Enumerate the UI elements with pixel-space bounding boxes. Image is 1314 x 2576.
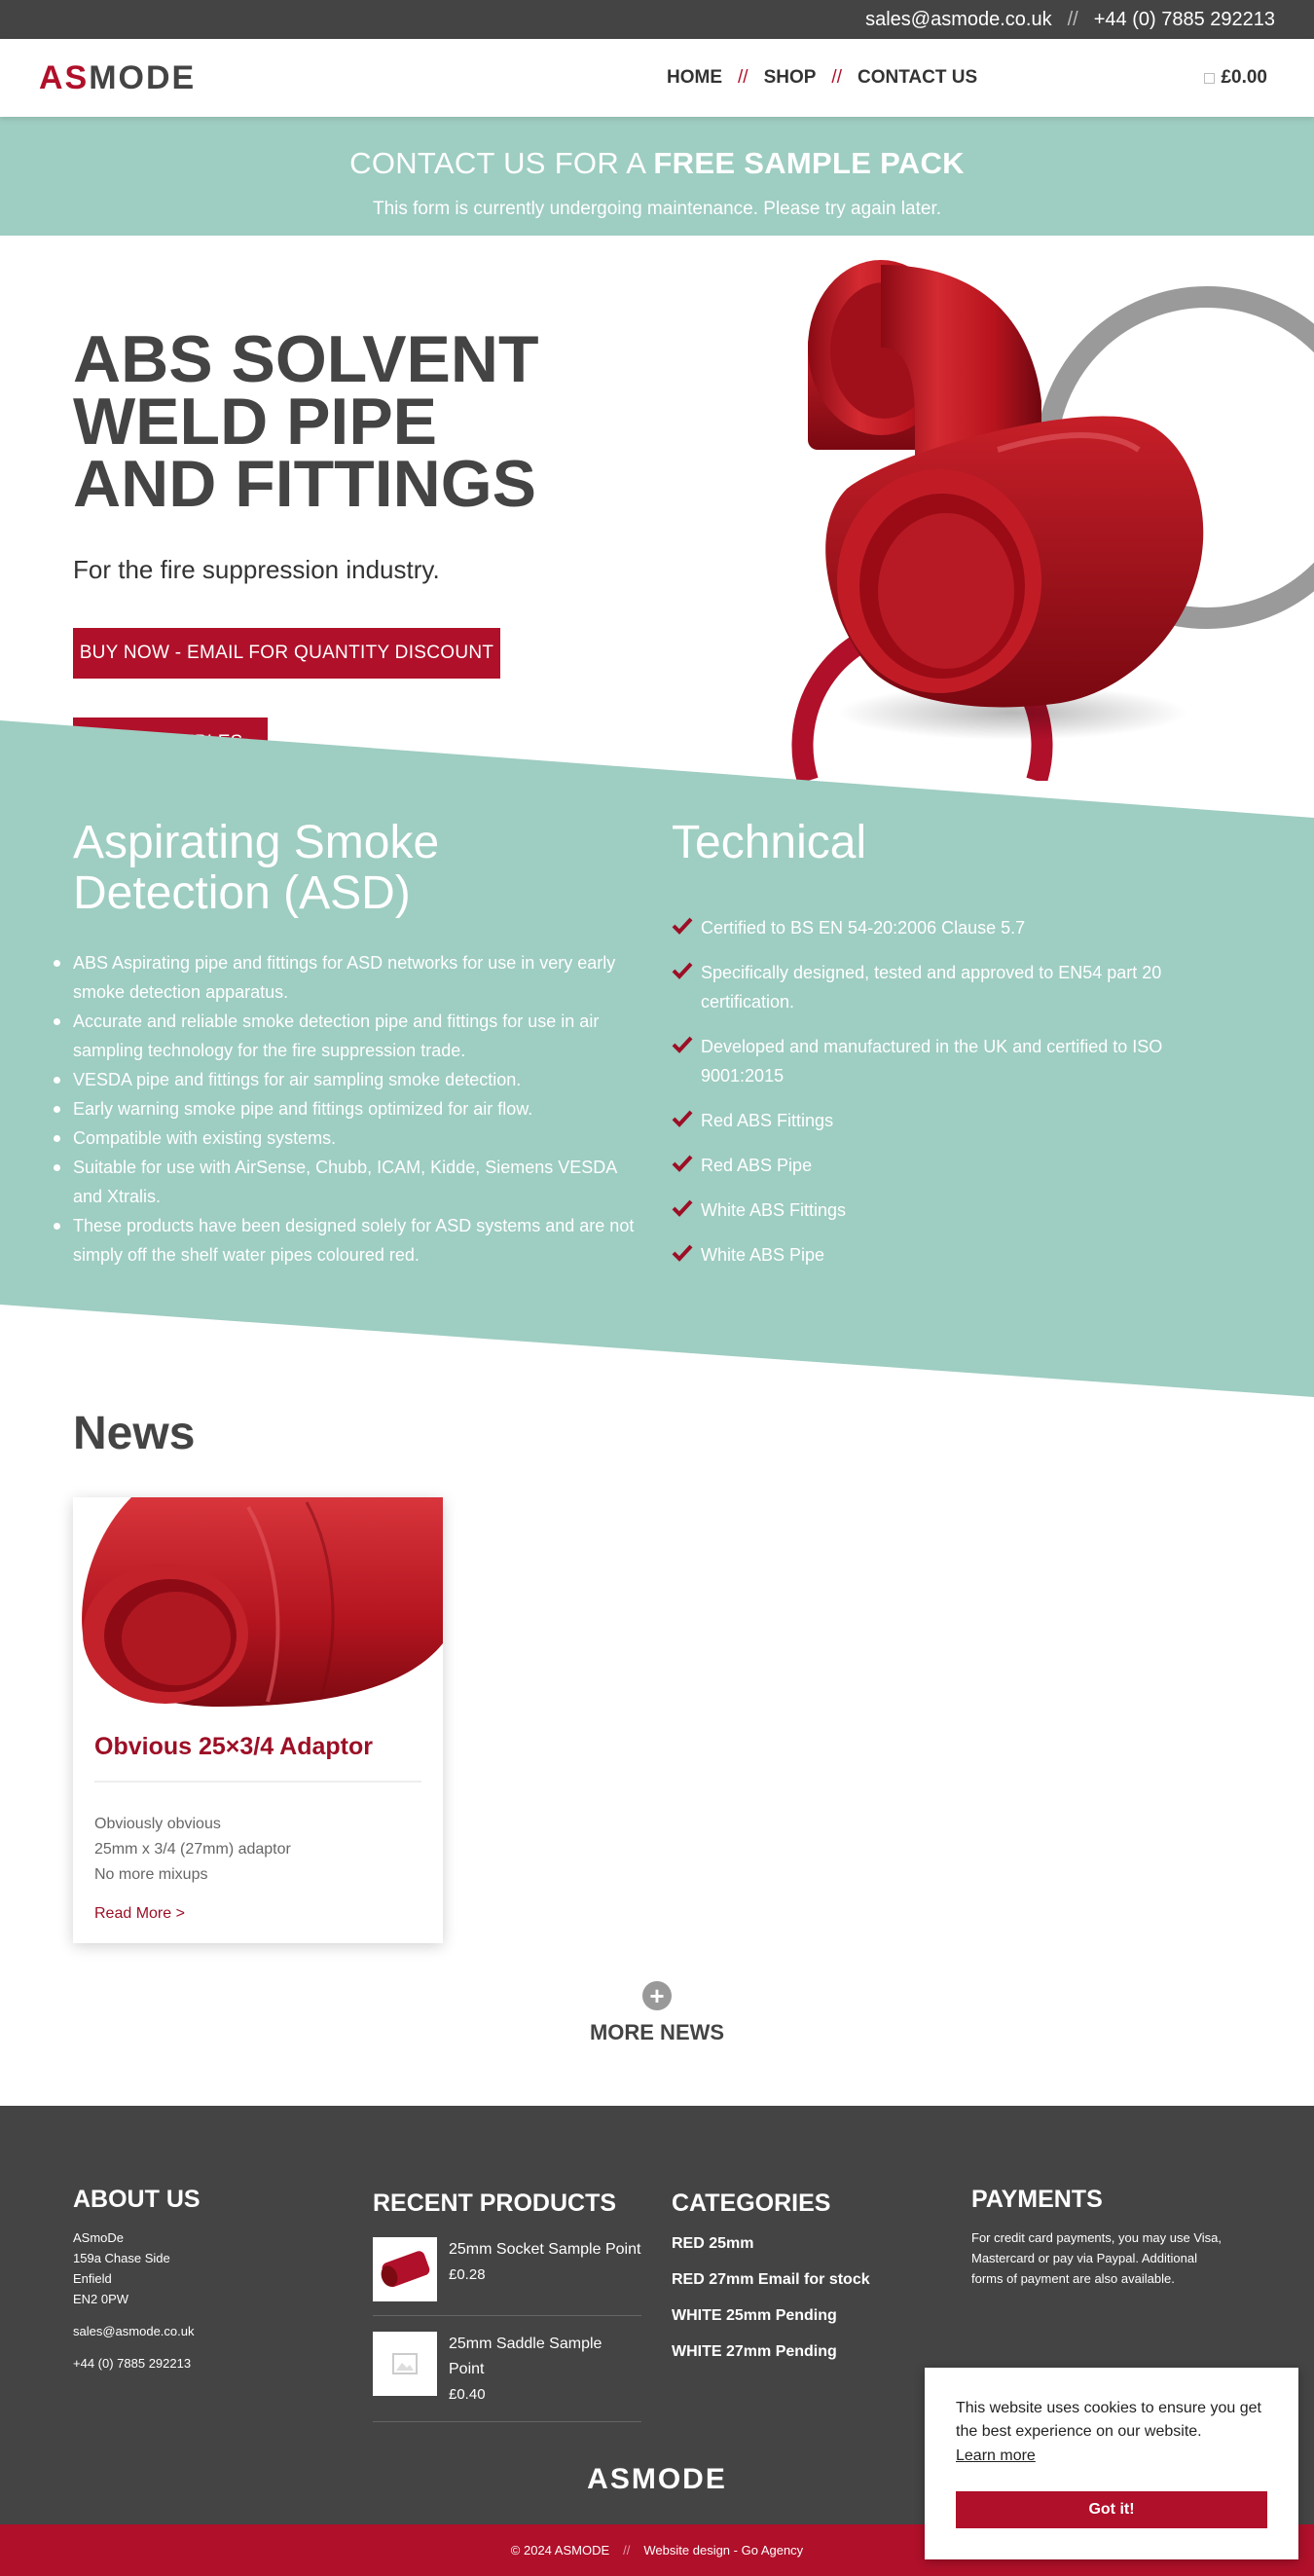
news-card-line: Obviously obvious bbox=[94, 1816, 221, 1832]
recent-product-item[interactable] bbox=[373, 2235, 641, 2316]
hero-title bbox=[73, 322, 618, 521]
copyright-text: © 2024 ASMODE bbox=[510, 2543, 610, 2558]
company-name: ASmoDe bbox=[73, 2230, 125, 2245]
top-contact-bar bbox=[0, 0, 1314, 39]
category-link[interactable]: RED 27mm Email for stock bbox=[672, 2271, 870, 2288]
news-heading: News bbox=[73, 1408, 196, 1459]
asd-list-item: Accurate and reliable smoke detection pipe and fittings for use in air sampling technology for the fire suppression trade. bbox=[73, 1007, 647, 1065]
recent-product-name[interactable]: 25mm Socket Sample Point bbox=[449, 2241, 641, 2258]
cart-link[interactable] bbox=[1204, 67, 1267, 89]
category-link[interactable]: WHITE 25mm Pending bbox=[672, 2307, 837, 2324]
site-header bbox=[0, 39, 1314, 117]
cookie-accept-button[interactable]: Got it! bbox=[956, 2491, 1267, 2528]
hero-section bbox=[0, 236, 1314, 781]
read-more-link[interactable]: Read More > bbox=[94, 1905, 185, 1922]
more-news-button[interactable] bbox=[0, 1981, 1314, 2045]
top-separator: // bbox=[1067, 8, 1078, 30]
more-news-label: MORE NEWS bbox=[589, 2020, 725, 2044]
news-card-line: 25mm x 3/4 (27mm) adaptor bbox=[94, 1841, 291, 1858]
technical-list-item bbox=[672, 958, 1217, 1016]
technical-item-text: Red ABS Fittings bbox=[701, 1111, 834, 1130]
category-link[interactable]: WHITE 27mm Pending bbox=[672, 2343, 837, 2360]
copyright-separator: // bbox=[623, 2543, 631, 2558]
top-phone-link[interactable]: +44 (0) 7885 292213 bbox=[1093, 8, 1275, 30]
footer-logo[interactable]: ASMODE bbox=[587, 2463, 727, 2495]
asd-heading: Aspirating Smoke Detection (ASD) bbox=[73, 817, 440, 919]
nav-separator: // bbox=[738, 67, 748, 88]
news-card-image[interactable] bbox=[73, 1497, 443, 1710]
buy-now-button[interactable]: BUY NOW - EMAIL FOR QUANTITY DISCOUNT bbox=[73, 628, 500, 679]
technical-item-text: Developed and manufactured in the UK and certified to ISO 9001:2015 bbox=[701, 1037, 1163, 1086]
postcode: EN2 0PW bbox=[73, 2292, 129, 2306]
news-card-title[interactable]: Obvious 25×3/4 Adaptor bbox=[94, 1733, 421, 1783]
asd-list-item: Early warning smoke pipe and fittings optimized for air flow. bbox=[73, 1094, 647, 1123]
nav-shop[interactable]: SHOP bbox=[763, 67, 817, 88]
asd-list-item: ABS Aspirating pipe and fittings for ASD networks for use in very early smoke detection apparatus. bbox=[73, 948, 647, 1007]
top-email-link[interactable]: sales@asmode.co.uk bbox=[865, 8, 1052, 30]
asd-list-item: VESDA pipe and fittings for air sampling smoke detection. bbox=[73, 1065, 647, 1094]
technical-list-item bbox=[672, 1106, 1217, 1135]
check-icon bbox=[672, 1199, 693, 1217]
technical-heading: Technical bbox=[672, 817, 867, 868]
banner-maintenance-notice: This form is currently undergoing maintenance. Please try again later. bbox=[372, 199, 942, 219]
news-card[interactable] bbox=[73, 1497, 443, 1943]
cookie-message: This website uses cookies to ensure you get the best experience on our website. bbox=[956, 2400, 1261, 2440]
product-info-section bbox=[0, 720, 1314, 1402]
technical-item-text: Certified to BS EN 54-20:2006 Clause 5.7 bbox=[701, 918, 1026, 938]
check-icon bbox=[672, 962, 693, 979]
logo-red-part: AS bbox=[39, 58, 90, 96]
asd-list bbox=[73, 948, 647, 1270]
technical-list-item bbox=[672, 1151, 1217, 1180]
technical-column bbox=[672, 818, 1217, 1285]
footer-address bbox=[73, 2227, 346, 2309]
main-nav bbox=[667, 67, 977, 89]
site-logo[interactable] bbox=[39, 59, 196, 97]
hero-title-line: ABS SOLVENT bbox=[73, 322, 539, 396]
asd-list-item: Compatible with existing systems. bbox=[73, 1123, 647, 1153]
recent-product-price: £0.40 bbox=[449, 2386, 486, 2403]
recent-product-price: £0.28 bbox=[449, 2266, 486, 2283]
technical-list-item bbox=[672, 1196, 1217, 1225]
red-pipe-fitting-image bbox=[769, 255, 1314, 781]
footer-recent-heading: RECENT PRODUCTS bbox=[373, 2190, 617, 2217]
red-socket-image bbox=[376, 2245, 434, 2294]
technical-item-text: White ABS Fittings bbox=[701, 1200, 847, 1220]
banner-title bbox=[0, 146, 1314, 181]
logo-grey-part: MODE bbox=[89, 58, 197, 96]
address-line: 159a Chase Side bbox=[73, 2251, 170, 2265]
recent-product-name[interactable]: 25mm Saddle Sample Point bbox=[449, 2336, 602, 2377]
agency-credit-link[interactable]: Website design - Go Agency bbox=[643, 2543, 804, 2558]
check-icon bbox=[672, 1110, 693, 1127]
cookie-consent-popup bbox=[925, 2368, 1298, 2559]
footer-payments bbox=[971, 2186, 1224, 2289]
news-card-excerpt bbox=[94, 1812, 421, 1888]
red-adaptor-image bbox=[73, 1497, 443, 1710]
asd-list-item: Suitable for use with AirSense, Chubb, ICAM, Kidde, Siemens VESDA and Xtralis. bbox=[73, 1153, 647, 1211]
footer-about bbox=[73, 2186, 346, 2379]
footer-categories bbox=[672, 2190, 925, 2379]
banner-title-lead: CONTACT US FOR A bbox=[349, 146, 654, 180]
hero-title-line: AND FITTINGS bbox=[73, 447, 536, 521]
technical-list-item bbox=[672, 913, 1217, 942]
check-icon bbox=[672, 917, 693, 935]
recent-product-item[interactable] bbox=[373, 2330, 641, 2422]
technical-list-item bbox=[672, 1032, 1217, 1090]
check-icon bbox=[672, 1155, 693, 1172]
technical-list bbox=[672, 913, 1217, 1270]
payments-text: For credit card payments, you may use Visa, Mastercard or pay via Paypal. Additional forms of payment are also available. bbox=[971, 2230, 1222, 2286]
free-sample-banner bbox=[0, 117, 1314, 236]
nav-home[interactable]: HOME bbox=[667, 67, 722, 88]
asd-column bbox=[73, 818, 647, 1270]
asd-list-item: These products have been designed solely for ASD systems and are not simply off the shelf water pipes coloured red. bbox=[73, 1211, 647, 1270]
check-icon bbox=[672, 1036, 693, 1053]
technical-item-text: Red ABS Pipe bbox=[701, 1156, 813, 1175]
footer-payments-heading: PAYMENTS bbox=[971, 2186, 1103, 2213]
footer-about-heading: ABOUT US bbox=[73, 2186, 201, 2213]
check-icon bbox=[672, 1244, 693, 1262]
image-placeholder-icon bbox=[392, 2353, 418, 2374]
footer-categories-heading: CATEGORIES bbox=[672, 2190, 831, 2217]
hero-subtitle: For the fire suppression industry. bbox=[73, 555, 440, 584]
footer-email-link[interactable]: sales@asmode.co.uk bbox=[73, 2324, 195, 2338]
cookie-learn-more-link[interactable]: Learn more bbox=[956, 2447, 1036, 2464]
news-card-line: No more mixups bbox=[94, 1866, 208, 1883]
banner-title-emphasis: FREE SAMPLE PACK bbox=[653, 146, 965, 180]
technical-item-text: Specifically designed, tested and approved to EN54 part 20 certification. bbox=[701, 963, 1162, 1012]
nav-separator: // bbox=[831, 67, 842, 88]
nav-contact-us[interactable]: CONTACT US bbox=[857, 67, 978, 88]
footer-phone-link[interactable]: +44 (0) 7885 292213 bbox=[73, 2356, 192, 2371]
product-thumbnail[interactable] bbox=[373, 2332, 437, 2396]
technical-item-text: White ABS Pipe bbox=[701, 1245, 825, 1265]
cart-icon bbox=[1204, 73, 1215, 84]
address-line: Enfield bbox=[73, 2271, 112, 2286]
plus-icon: + bbox=[642, 1981, 672, 2010]
hero-title-line: WELD PIPE bbox=[73, 385, 438, 459]
footer-recent-products bbox=[373, 2190, 641, 2436]
cart-total: £0.00 bbox=[1221, 67, 1267, 88]
technical-list-item bbox=[672, 1240, 1217, 1270]
category-link[interactable]: RED 25mm bbox=[672, 2235, 754, 2252]
product-thumbnail[interactable] bbox=[373, 2237, 437, 2301]
